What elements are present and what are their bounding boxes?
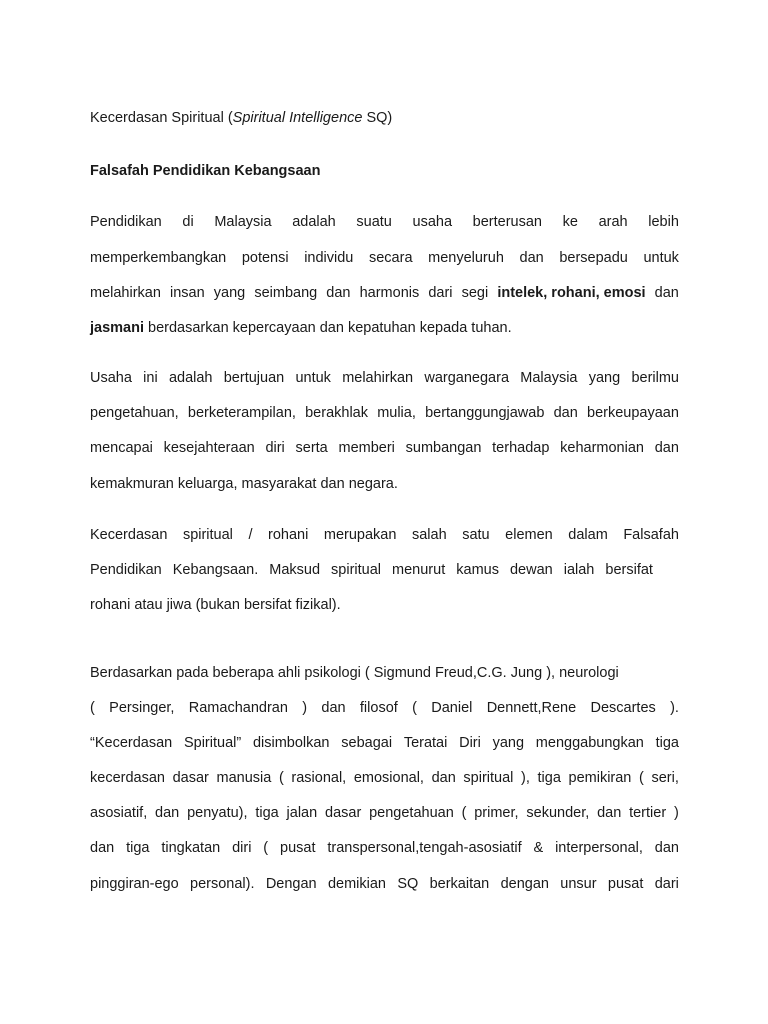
p4-line6 — [90, 839, 679, 857]
word: yang — [588, 370, 621, 386]
word: Dennett,Rene — [486, 700, 577, 716]
p4-line5 — [90, 804, 679, 822]
word: tiga — [255, 805, 279, 821]
word: Pendidikan — [90, 214, 162, 230]
word: untuk — [643, 250, 679, 266]
word: seimbang — [254, 285, 318, 301]
word: Kecerdasan — [90, 527, 168, 543]
word: “Kecerdasan — [90, 735, 173, 751]
p2-line4: kemakmuran keluarga, masyarakat dan negara. — [90, 476, 398, 492]
word: yang — [492, 735, 525, 751]
word: tingkatan — [161, 840, 221, 856]
title-suffix: SQ) — [362, 110, 393, 126]
word: berkaitan — [429, 876, 490, 892]
word: Teratai — [403, 735, 448, 751]
word: dan — [90, 840, 115, 856]
word: pusat — [280, 840, 316, 856]
word: dengan — [500, 876, 549, 892]
word: Maksud — [269, 562, 321, 578]
word: ialah — [563, 562, 595, 578]
word: ( — [263, 840, 269, 856]
title-italic: Spiritual Intelligence — [232, 110, 363, 126]
word: dari — [428, 285, 453, 301]
p4-line7 — [90, 875, 679, 893]
word: mulia, — [377, 405, 416, 421]
word: berilmu — [631, 370, 679, 386]
word: usaha — [412, 214, 453, 230]
word: Daniel — [431, 700, 473, 716]
word: demikian — [327, 876, 386, 892]
p2-line3 — [90, 439, 679, 457]
word: kamus — [456, 562, 499, 578]
word: warganegara — [424, 370, 510, 386]
word: & — [533, 840, 544, 856]
word: penyatu), — [187, 805, 248, 821]
p1-line2 — [90, 249, 679, 267]
p1-line1 — [90, 213, 679, 231]
p1-line4 — [90, 319, 679, 337]
word: SQ — [397, 876, 419, 892]
word: asosiatif, — [90, 805, 148, 821]
word: ( — [639, 770, 644, 786]
word: dewan — [509, 562, 553, 578]
word: satu — [462, 527, 490, 543]
word: tiga — [655, 735, 679, 751]
word: ke — [562, 214, 578, 230]
word: ( — [278, 770, 284, 786]
word: Descartes — [590, 700, 656, 716]
word: berterusan — [472, 214, 542, 230]
word: melahirkan — [90, 285, 161, 301]
word: dan — [155, 805, 180, 821]
word: spiritual — [331, 562, 382, 578]
p4-line1: Berdasarkan pada beberapa ahli psikologi ( Sigmund Freud,C.G. Jung ), neurologi — [90, 665, 619, 681]
word: dan — [654, 840, 679, 856]
word: rasional, — [291, 770, 347, 786]
word: kesejahteraan — [163, 440, 255, 456]
word: individu — [304, 250, 354, 266]
word: Falsafah — [623, 527, 679, 543]
word: berketerampilan, — [187, 405, 296, 421]
word: suatu — [356, 214, 392, 230]
word: elemen — [505, 527, 553, 543]
word: salah — [411, 527, 447, 543]
word: merupakan — [323, 527, 397, 543]
word: secara — [368, 250, 413, 266]
word: untuk — [295, 370, 331, 386]
word: Persinger, — [109, 700, 175, 716]
word: diri — [265, 440, 285, 456]
word: manusia — [216, 770, 272, 786]
word: Malaysia — [520, 370, 578, 386]
word: arah — [598, 214, 628, 230]
p3-line1 — [90, 526, 679, 544]
word: Dengan — [265, 876, 317, 892]
word: tiga — [537, 770, 561, 786]
word: di — [182, 214, 194, 230]
word: personal). — [190, 876, 255, 892]
word: ) — [673, 805, 679, 821]
word: / — [248, 527, 253, 543]
p1-line4-rest: berdasarkan kepercayaan dan kepatuhan kepada tuhan. — [144, 320, 512, 336]
word: filosof — [359, 700, 398, 716]
word: keharmonian — [560, 440, 644, 456]
word: jalan — [286, 805, 318, 821]
word: mencapai — [90, 440, 153, 456]
word: harmonis — [359, 285, 420, 301]
word: ( — [90, 700, 95, 716]
p3-line3: rohani atau jiwa (bukan bersifat fizikal). — [90, 597, 341, 613]
word: ( — [461, 805, 467, 821]
document-title — [90, 109, 679, 127]
word: insan — [170, 285, 205, 301]
word: Kebangsaan. — [172, 562, 259, 578]
word: berakhlak — [305, 405, 368, 421]
word: menggabungkan — [535, 735, 644, 751]
word: dan — [431, 770, 456, 786]
p1-line4-bold: jasmani — [90, 320, 144, 336]
word: ) — [302, 700, 308, 716]
word: spiritual — [463, 770, 514, 786]
word: yang — [213, 285, 246, 301]
word: ini — [143, 370, 158, 386]
word: kecerdasan — [90, 770, 165, 786]
word: sekunder, — [526, 805, 590, 821]
word: disimbolkan — [252, 735, 330, 751]
section-heading: Falsafah Pendidikan Kebangsaan — [90, 163, 321, 179]
word: Pendidikan — [90, 562, 162, 578]
word: dan — [519, 250, 544, 266]
word: serta — [295, 440, 328, 456]
word: ). — [670, 700, 679, 716]
word: bertanggungjawab — [425, 405, 545, 421]
word: segi — [461, 285, 489, 301]
word: pengetahuan — [369, 805, 454, 821]
word: seri, — [651, 770, 679, 786]
word: pemikiran — [568, 770, 632, 786]
word: pengetahuan, — [90, 405, 179, 421]
word: berkeupayaan — [587, 405, 679, 421]
word: potensi — [241, 250, 289, 266]
word: interpersonal, — [555, 840, 643, 856]
word: dan — [654, 285, 679, 301]
word: bersepadu — [559, 250, 628, 266]
word: terhadap — [492, 440, 550, 456]
word: emosional, — [353, 770, 424, 786]
word: memperkembangkan — [90, 250, 227, 266]
p4-line2 — [90, 699, 679, 717]
word: menyeluruh — [428, 250, 504, 266]
word: lebih — [648, 214, 679, 230]
word: bertujuan — [223, 370, 285, 386]
word: dan — [597, 805, 622, 821]
word: unsur — [560, 876, 597, 892]
word: primer, — [474, 805, 519, 821]
word: ( — [412, 700, 417, 716]
p2-line1 — [90, 369, 679, 387]
word: dasar — [325, 805, 362, 821]
word: dasar — [172, 770, 209, 786]
p4-line4 — [90, 769, 679, 787]
word: ), — [521, 770, 530, 786]
word: bersifat — [605, 562, 653, 578]
word: dan — [326, 285, 351, 301]
word: pusat — [607, 876, 644, 892]
word: transpersonal,tengah-asosiatif — [327, 840, 522, 856]
word: Diri — [459, 735, 481, 751]
word: dan — [553, 405, 578, 421]
bold-phrase: intelek, rohani, emosi — [497, 285, 646, 301]
word: diri — [232, 840, 252, 856]
word: Spiritual” — [183, 735, 242, 751]
word: dan — [654, 440, 679, 456]
word: Malaysia — [214, 214, 272, 230]
p4-line3 — [90, 734, 679, 752]
word: adalah — [292, 214, 336, 230]
word: melahirkan — [342, 370, 414, 386]
word: adalah — [168, 370, 213, 386]
word: dan — [321, 700, 346, 716]
word: sebagai — [341, 735, 393, 751]
word: Usaha — [90, 370, 132, 386]
title-prefix: Kecerdasan Spiritual ( — [90, 110, 233, 126]
p3-line2 — [90, 561, 653, 579]
word: menurut — [392, 562, 446, 578]
word: tertier — [629, 805, 667, 821]
word: pinggiran-ego — [90, 876, 179, 892]
word: rohani — [268, 527, 309, 543]
word: dalam — [568, 527, 608, 543]
word: dari — [654, 876, 679, 892]
word: memberi — [338, 440, 395, 456]
word: tiga — [126, 840, 150, 856]
p1-line3 — [90, 284, 679, 302]
word: Ramachandran — [188, 700, 288, 716]
word: sumbangan — [405, 440, 482, 456]
p2-line2 — [90, 404, 679, 422]
word: spiritual — [182, 527, 233, 543]
